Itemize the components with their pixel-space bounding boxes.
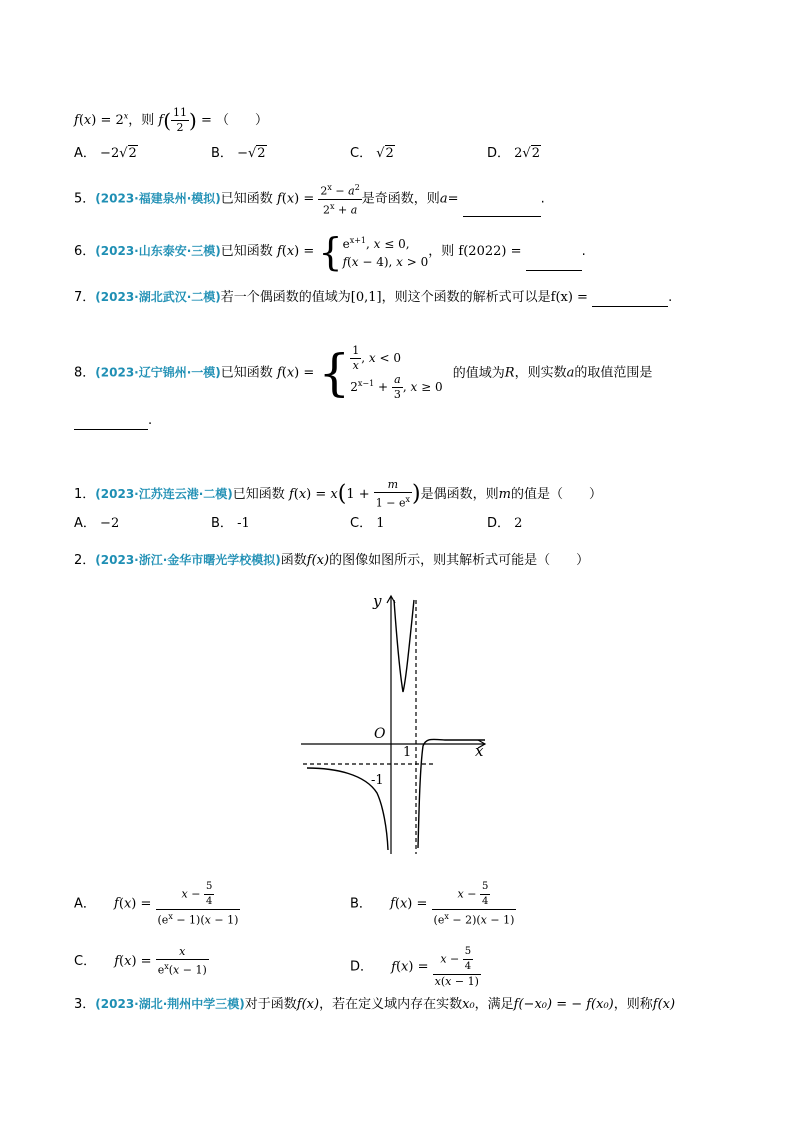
q5-answer-blank[interactable] xyxy=(463,216,541,217)
p3: 3．(2023·湖北·荆州中学三模)对于函数f(x)，若在定义域内存在实数x₀，满足f(−x₀) = − f(x₀)，则称f(x) xyxy=(74,997,676,1012)
q4-stem: $f(x) = 2^x$，则 f( $\frac{11}{2}$ ) = （ ） xyxy=(74,106,269,134)
p2-option-c[interactable]: C． f(x) = $\frac{x}{e^x(x - 1)}$ xyxy=(74,945,207,977)
p1-option-a[interactable]: A． −2 xyxy=(74,516,120,531)
p2-option-a[interactable]: A． f(x) = x − $\frac{5}{4}$ $(e^x - 1)(x - 1)$ xyxy=(74,881,239,927)
function-graph xyxy=(295,588,495,858)
curve-middle-branch xyxy=(394,600,414,692)
x-label: x xyxy=(475,742,484,760)
q4-option-a[interactable]: A． −2√2 xyxy=(74,146,137,161)
q4-option-c[interactable]: C． √2 xyxy=(350,146,394,161)
p1-option-b[interactable]: B． -1 xyxy=(211,516,250,531)
q8-answer-line: . xyxy=(74,412,152,430)
q5: 5．(2023·福建泉州·模拟)已知函数 f(x) = $\frac{2^x - a^2}{2^x + a}$ 是奇函数，则a= . xyxy=(74,183,545,217)
q8-answer-blank[interactable] xyxy=(74,429,148,430)
q6: 6．(2023·山东泰安·三模)已知函数 f(x) = { $e^{x+1}$, x ≤ 0, f(x − 4), x > 0 ，则 f(2022) = . xyxy=(74,229,586,274)
p2-option-b[interactable]: B． f(x) = x − $\frac{5}{4}$ $(e^x - 2)(x - 1)$ xyxy=(350,881,515,927)
q6-answer-blank[interactable] xyxy=(526,270,582,271)
p1: 1．(2023·江苏连云港·二模)已知函数 f(x) = x(1 + $\frac{m}{1 - e^x}$ )是偶函数，则m的值是（ ） xyxy=(74,478,602,510)
q4-option-d[interactable]: D． 2√2 xyxy=(487,146,540,161)
q7: 7．(2023·湖北武汉·二模)若一个偶函数的值域为[0,1]，则这个函数的解析式可以是f(x) = . xyxy=(74,290,673,305)
p1-option-d[interactable]: D． 2 xyxy=(487,516,523,531)
tick-label-one: 1 xyxy=(403,745,412,760)
q4-option-b[interactable]: B． −√2 xyxy=(211,146,266,161)
p1-option-c[interactable]: C． 1 xyxy=(350,516,385,531)
y-label: y xyxy=(373,592,382,610)
tick-label-neg-one: -1 xyxy=(371,773,384,788)
p2: 2．(2023·浙江·金华市曙光学校模拟)函数f(x)的图像如图所示，则其解析式可能是（ ） xyxy=(74,553,590,568)
origin-label: O xyxy=(374,726,386,742)
q7-answer-blank[interactable] xyxy=(592,306,668,307)
q8: 8．(2023·辽宁锦州·一模)已知函数 f(x) = { $\frac{1}{x}$ , x < 0 $2^{x-1}$ + $\frac{a}{3}$ , x ≥ 0 的值域为R，则实数a的取值范围是 xyxy=(74,344,653,402)
p2-option-d[interactable]: D． f(x) = x − $\frac{5}{4}$ x(x − 1) xyxy=(350,946,479,988)
